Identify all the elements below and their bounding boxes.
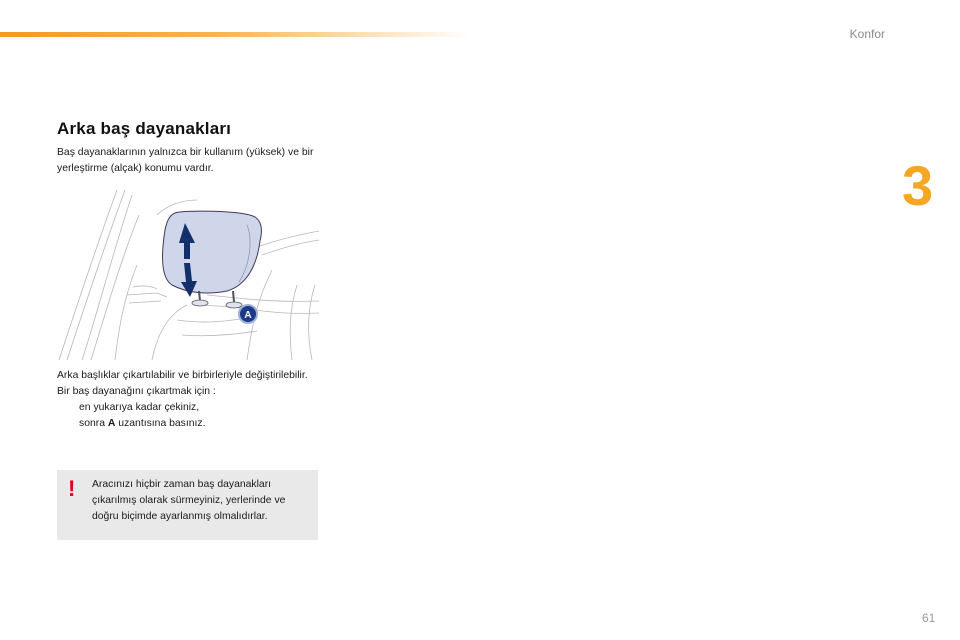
- body-line-2: Bir baş dayanağını çıkartmak için :: [57, 386, 216, 397]
- bullet-text: sonra A uzantısına basınız.: [79, 418, 206, 429]
- warning-text: Aracınızı hiçbir zaman baş dayanakları çıkarılmış olarak sürmeyiniz, yerlerinde ve doğru biçimde ayarlanmış olmalıdırlar.: [92, 479, 286, 522]
- list-item: [57, 400, 322, 416]
- intro-paragraph: Baş dayanaklarının yalnızca bir kullanım (yüksek) ve bir yerleştirme (alçak) konumu vardır.: [57, 147, 314, 174]
- instructions: [57, 368, 322, 432]
- section-name: Konfor: [849, 27, 885, 41]
- warning-box: [57, 470, 318, 540]
- page-title: Arka baş dayanakları: [57, 119, 232, 138]
- svg-text:A: A: [244, 310, 252, 321]
- part-a-label: [239, 305, 257, 323]
- page-number: 61: [922, 611, 936, 625]
- bullet-text: en yukarıya kadar çekiniz,: [79, 402, 200, 413]
- body-line-1: Arka başlıklar çıkartılabilir ve birbirleriyle değiştirilebilir.: [57, 370, 308, 381]
- list-item: [57, 416, 322, 432]
- warning-icon: !: [68, 476, 76, 501]
- headrest-illustration: [57, 185, 319, 362]
- header-accent-bar: [0, 32, 470, 37]
- chapter-number: 3: [902, 154, 934, 217]
